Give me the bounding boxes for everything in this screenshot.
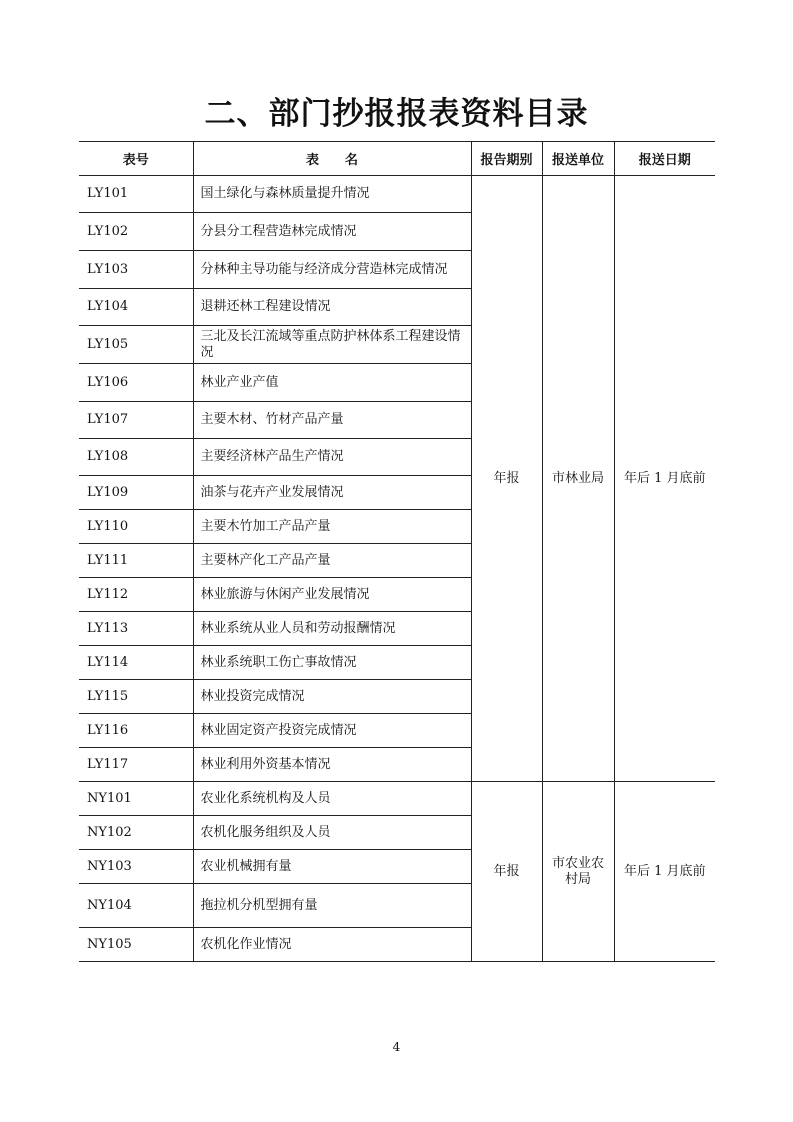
- table-code-cell: LY111: [79, 544, 193, 578]
- table-name-cell: 林业旅游与休闲产业发展情况: [193, 578, 471, 612]
- table-name-cell: 三北及长江流域等重点防护林体系工程建设情况: [193, 326, 471, 364]
- page-number: 4: [392, 1040, 401, 1054]
- table-name-cell: 拖拉机分机型拥有量: [193, 884, 471, 928]
- table-name-cell: 农业机械拥有量: [193, 850, 471, 884]
- unit-cell: 市林业局: [542, 176, 614, 782]
- date-cell: 年后 1 月底前: [614, 782, 715, 962]
- table-code-cell: LY102: [79, 213, 193, 251]
- header-date: 报送日期: [614, 142, 715, 176]
- table-name-cell: 主要木竹加工产品产量: [193, 510, 471, 544]
- table-name-cell: 林业系统从业人员和劳动报酬情况: [193, 612, 471, 646]
- header-unit: 报送单位: [542, 142, 614, 176]
- header-code: 表号: [79, 142, 193, 176]
- table-row: [79, 782, 715, 816]
- table-name-cell: 主要木材、竹材产品产量: [193, 402, 471, 439]
- table-code-cell: LY114: [79, 646, 193, 680]
- table-code-cell: LY117: [79, 748, 193, 782]
- table-name-cell: 主要林产化工产品产量: [193, 544, 471, 578]
- unit-cell: 市农业农村局: [542, 782, 614, 962]
- date-cell: 年后 1 月底前: [614, 176, 715, 782]
- table-header-row: [79, 142, 715, 176]
- table-code-cell: LY110: [79, 510, 193, 544]
- table-code-cell: LY113: [79, 612, 193, 646]
- table-name-cell: 农机化服务组织及人员: [193, 816, 471, 850]
- table-code-cell: NY102: [79, 816, 193, 850]
- table-code-cell: LY101: [79, 176, 193, 213]
- table-name-cell: 分林种主导功能与经济成分营造林完成情况: [193, 251, 471, 289]
- table-code-cell: LY112: [79, 578, 193, 612]
- table-code-cell: LY115: [79, 680, 193, 714]
- table-code-cell: LY108: [79, 439, 193, 476]
- header-name: 表 名: [193, 142, 471, 176]
- table-name-cell: 林业固定资产投资完成情况: [193, 714, 471, 748]
- table-name-cell: 退耕还林工程建设情况: [193, 289, 471, 326]
- table-name-cell: 林业投资完成情况: [193, 680, 471, 714]
- period-cell: 年报: [471, 176, 542, 782]
- table-row: [79, 176, 715, 213]
- table-code-cell: LY104: [79, 289, 193, 326]
- table-code-cell: LY116: [79, 714, 193, 748]
- table-code-cell: LY109: [79, 476, 193, 510]
- period-cell: 年报: [471, 782, 542, 962]
- table-code-cell: NY105: [79, 928, 193, 962]
- table-code-cell: NY103: [79, 850, 193, 884]
- table-name-cell: 分县分工程营造林完成情况: [193, 213, 471, 251]
- table-code-cell: NY101: [79, 782, 193, 816]
- table-name-cell: 林业系统职工伤亡事故情况: [193, 646, 471, 680]
- table-name-cell: 主要经济林产品生产情况: [193, 439, 471, 476]
- table-code-cell: LY106: [79, 364, 193, 402]
- header-period: 报告期别: [471, 142, 542, 176]
- table-name-cell: 林业利用外资基本情况: [193, 748, 471, 782]
- table-code-cell: LY105: [79, 326, 193, 364]
- page-title: 二、部门抄报报表资料目录: [204, 96, 589, 132]
- table-name-cell: 国土绿化与森林质量提升情况: [193, 176, 471, 213]
- table-code-cell: LY107: [79, 402, 193, 439]
- catalog-table: [79, 141, 715, 962]
- table-code-cell: LY103: [79, 251, 193, 289]
- table-name-cell: 油茶与花卉产业发展情况: [193, 476, 471, 510]
- table-body: [79, 176, 715, 962]
- table-name-cell: 林业产业产值: [193, 364, 471, 402]
- table-code-cell: NY104: [79, 884, 193, 928]
- table-name-cell: 农业化系统机构及人员: [193, 782, 471, 816]
- table-name-cell: 农机化作业情况: [193, 928, 471, 962]
